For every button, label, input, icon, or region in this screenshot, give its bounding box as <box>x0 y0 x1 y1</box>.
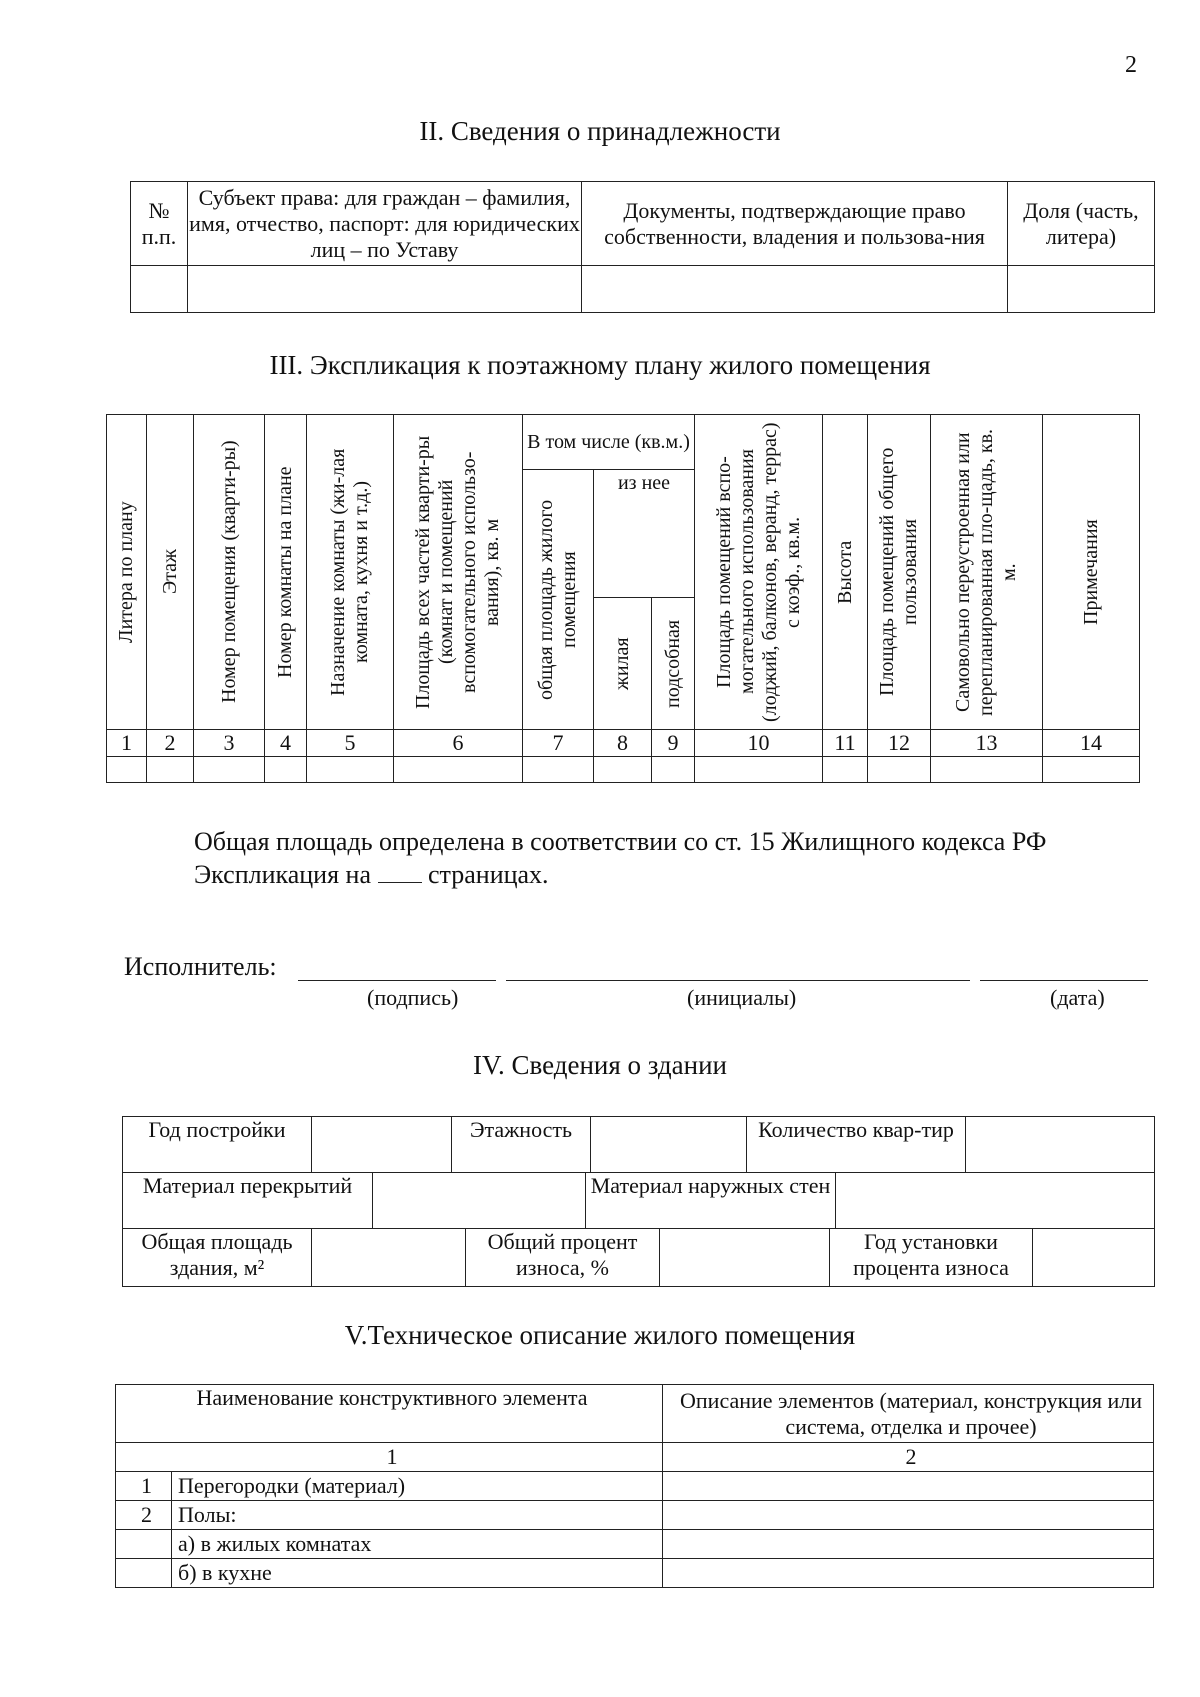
ownership-table <box>130 181 1155 313</box>
column-number: 2 <box>663 1443 1154 1472</box>
table-row <box>116 1530 1154 1559</box>
row-value <box>663 1530 1154 1559</box>
row-number <box>116 1559 172 1588</box>
technical-description-table <box>115 1384 1154 1588</box>
building-info-table-row2 <box>122 1172 1155 1229</box>
header-notes: Примечания <box>1043 415 1140 730</box>
floors-value <box>591 1117 747 1173</box>
header-total-area: Площадь всех частей кварти-ры (комнат и помещений вспомогательного использо-вания), кв. м <box>394 415 523 730</box>
header-auxiliary-area: Площадь помещений вспо-могательного использования (лоджий, балконов, веранд, террас) с коэф., кв.м. <box>695 415 823 730</box>
empty-cell <box>1008 266 1155 313</box>
header-room-purpose: Назначение комнаты (жи-лая комната, кухня и т.д.) <box>307 415 394 730</box>
header-of-which: из нее <box>594 470 695 598</box>
column-number: 1 <box>107 730 147 757</box>
section-4-title: IV. Сведения о здании <box>472 1050 728 1080</box>
column-number: 6 <box>394 730 523 757</box>
wear-percent-label: Общий процент износа, % <box>466 1229 660 1287</box>
row-value <box>663 1501 1154 1530</box>
column-number: 11 <box>823 730 868 757</box>
explication-table <box>106 414 1140 783</box>
empty-cell <box>188 266 582 313</box>
column-number: 14 <box>1043 730 1140 757</box>
empty-cell <box>582 266 1008 313</box>
floor-material-value <box>373 1173 586 1229</box>
explication-pages-line <box>194 860 549 890</box>
building-info-table-row1 <box>122 1116 1155 1173</box>
area-note: Общая площадь определена в соответствии со ст. 15 Жилищного кодекса РФ <box>194 827 1047 856</box>
row-value <box>663 1559 1154 1588</box>
header-height: Высота <box>823 415 868 730</box>
section-3-title: III. Экспликация к поэтажному плану жилого помещения <box>269 350 931 380</box>
empty-row <box>107 757 1140 783</box>
row-label: Полы: <box>172 1501 663 1530</box>
element-description-header: Описание элементов (материал, конструкция или система, отделка и прочее) <box>663 1385 1154 1443</box>
wall-material-label: Материал наружных стен <box>586 1173 836 1229</box>
row-label: Перегородки (материал) <box>172 1472 663 1501</box>
page-number: 2 <box>1125 52 1137 78</box>
column-number: 4 <box>265 730 307 757</box>
wear-percent-value <box>660 1229 830 1287</box>
initials-hint: (инициалы) <box>687 985 797 1010</box>
row-label: а) в жилых комнатах <box>172 1530 663 1559</box>
initials-line <box>506 980 970 981</box>
column-number: 7 <box>523 730 594 757</box>
header-common-area: Площадь помещений общего пользования <box>868 415 931 730</box>
apartments-value <box>966 1117 1155 1173</box>
floor-material-label: Материал перекрытий <box>123 1173 373 1229</box>
col-subject-header: Субъект права: для граждан – фамилия, имя, отчество, паспорт: для юридических лиц – по Уставу <box>188 182 582 266</box>
header-litera: Литера по плану <box>107 415 147 730</box>
column-number: 9 <box>652 730 695 757</box>
header-utility: подсобная <box>652 598 695 730</box>
col-share-header: Доля (часть, литера) <box>1008 182 1155 266</box>
date-hint: (дата) <box>1050 985 1105 1010</box>
total-area-label: Общая площадь здания, м² <box>123 1229 312 1287</box>
element-name-header: Наименование конструктивного элемента <box>116 1385 663 1443</box>
col-documents-header: Документы, подтверждающие право собственности, владения и пользова-ния <box>582 182 1008 266</box>
column-number: 10 <box>695 730 823 757</box>
header-living: жилая <box>594 598 652 730</box>
row-number: 2 <box>116 1501 172 1530</box>
table-row <box>116 1472 1154 1501</box>
column-number: 3 <box>194 730 265 757</box>
section-5-title: V.Техническое описание жилого помещения <box>344 1320 856 1350</box>
signature-line <box>298 980 496 981</box>
col-number-header: № п.п. <box>131 182 188 266</box>
date-line <box>980 980 1148 981</box>
column-number: 2 <box>147 730 194 757</box>
row-number: 1 <box>116 1472 172 1501</box>
total-area-value <box>312 1229 466 1287</box>
year-built-label: Год постройки <box>123 1117 312 1173</box>
row-label: б) в кухне <box>172 1559 663 1588</box>
executor-label: Исполнитель: <box>124 952 277 981</box>
column-number: 8 <box>594 730 652 757</box>
header-apartment-number: Номер помещения (кварти-ры) <box>194 415 265 730</box>
header-room-number: Номер комнаты на плане <box>265 415 307 730</box>
wall-material-value <box>836 1173 1155 1229</box>
table-row <box>116 1559 1154 1588</box>
apartments-label: Количество квар-тир <box>747 1117 966 1173</box>
section-2-title: II. Сведения о принадлежности <box>419 116 781 146</box>
column-number: 1 <box>116 1443 663 1472</box>
column-number: 12 <box>868 730 931 757</box>
pages-blank <box>378 860 422 883</box>
year-built-value <box>312 1117 452 1173</box>
header-floor: Этаж <box>147 415 194 730</box>
signature-hint: (подпись) <box>367 985 459 1010</box>
header-general-living-area: общая площадь жилого помещения <box>523 470 594 730</box>
header-including-group: В том числе (кв.м.) <box>523 415 695 470</box>
column-numbers-row <box>107 730 1140 757</box>
building-info-table-row3 <box>122 1228 1155 1287</box>
wear-year-value <box>1033 1229 1155 1287</box>
floors-label: Этажность <box>452 1117 591 1173</box>
wear-year-label: Год установки процента износа <box>830 1229 1033 1287</box>
header-unauthorized-area: Самовольно переустроенная или перепланированная пло-щадь, кв. м. <box>931 415 1043 730</box>
column-number: 13 <box>931 730 1043 757</box>
column-number: 5 <box>307 730 394 757</box>
explication-prefix: Экспликация на <box>194 860 372 889</box>
row-value <box>663 1472 1154 1501</box>
explication-suffix: страницах. <box>428 860 549 889</box>
row-number <box>116 1530 172 1559</box>
empty-cell <box>131 266 188 313</box>
table-row <box>116 1501 1154 1530</box>
